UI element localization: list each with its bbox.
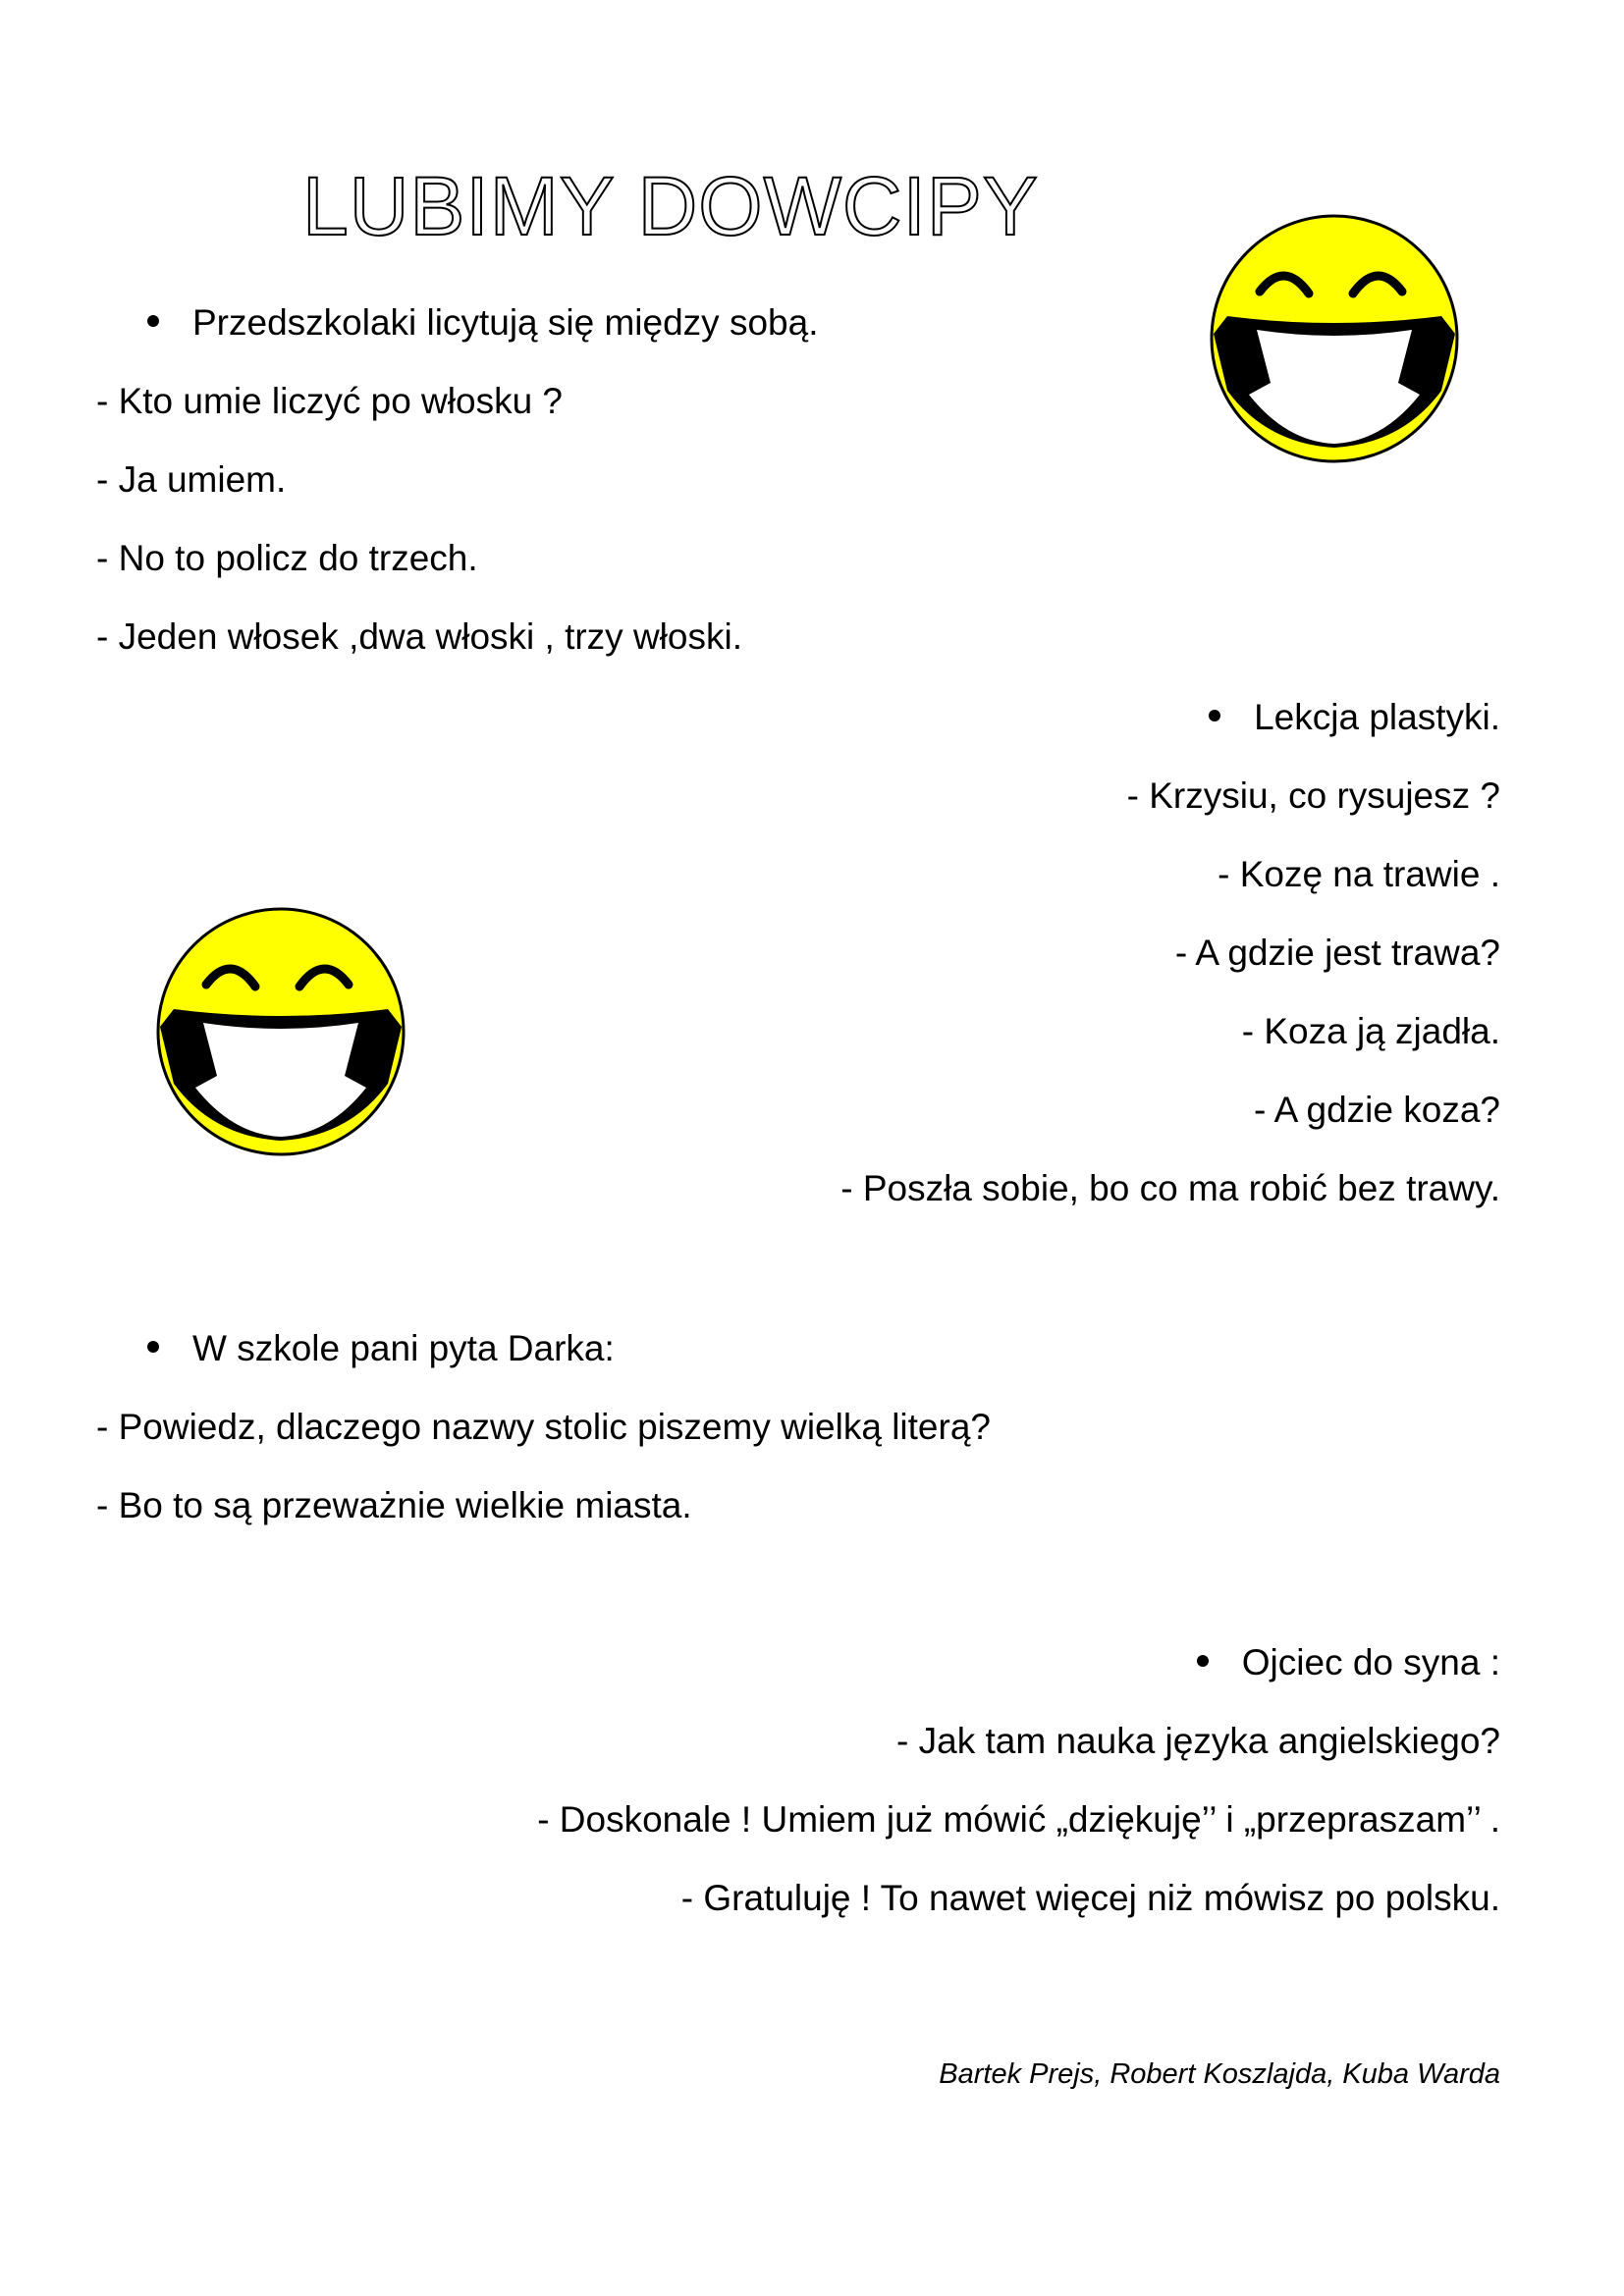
bullet-icon bbox=[147, 315, 159, 327]
joke-1-line: - Jeden włosek ,dwa włoski , trzy włoski. bbox=[96, 616, 742, 657]
joke-2-line: - A gdzie koza? bbox=[1254, 1090, 1500, 1130]
page-title: LUBIMY DOWCIPY bbox=[302, 160, 1039, 252]
joke-3-line: - Powiedz, dlaczego nazwy stolic piszemy wielką literą? bbox=[96, 1407, 991, 1447]
joke-4-line: - Jak tam nauka języka angielskiego? bbox=[896, 1721, 1500, 1761]
joke-2-line: - Koza ją zjadła. bbox=[1241, 1011, 1500, 1051]
joke-4-line: - Doskonale ! Umiem już mówić „dziękuję’’ i „przepraszam’’ . bbox=[537, 1799, 1500, 1840]
laughing-smiley-icon bbox=[1206, 210, 1463, 467]
joke-1-line: - Ja umiem. bbox=[96, 459, 287, 500]
joke-1-line: - Kto umie liczyć po włosku ? bbox=[96, 381, 564, 421]
joke-2-line: - Kozę na trawie . bbox=[1218, 854, 1500, 894]
bullet-icon bbox=[1209, 710, 1220, 721]
joke-2-line: - A gdzie jest trawa? bbox=[1174, 933, 1500, 973]
joke-2-header: Lekcja plastyki. bbox=[1209, 699, 1500, 735]
laughing-smiley-icon bbox=[152, 903, 409, 1160]
joke-2-line: - Poszła sobie, bo co ma robić bez trawy. bbox=[840, 1168, 1500, 1208]
authors-signature: Bartek Prejs, Robert Koszlajda, Kuba Warda bbox=[939, 2058, 1500, 2090]
joke-2-line: - Krzysiu, co rysujesz ? bbox=[1126, 775, 1500, 816]
joke-4-line: - Gratuluję ! To nawet więcej niż mówisz po polsku. bbox=[680, 1878, 1500, 1918]
joke-4-header: Ojciec do syna : bbox=[1197, 1644, 1500, 1681]
joke-1-header: Przedszkolaki licytują się między sobą. bbox=[147, 304, 818, 341]
bullet-icon bbox=[1197, 1655, 1209, 1667]
joke-3-line: - Bo to są przeważnie wielkie miasta. bbox=[96, 1485, 692, 1525]
joke-3-header: W szkole pani pyta Darka: bbox=[147, 1330, 615, 1366]
bullet-icon bbox=[147, 1341, 159, 1353]
joke-1-line: - No to policz do trzech. bbox=[96, 538, 478, 578]
